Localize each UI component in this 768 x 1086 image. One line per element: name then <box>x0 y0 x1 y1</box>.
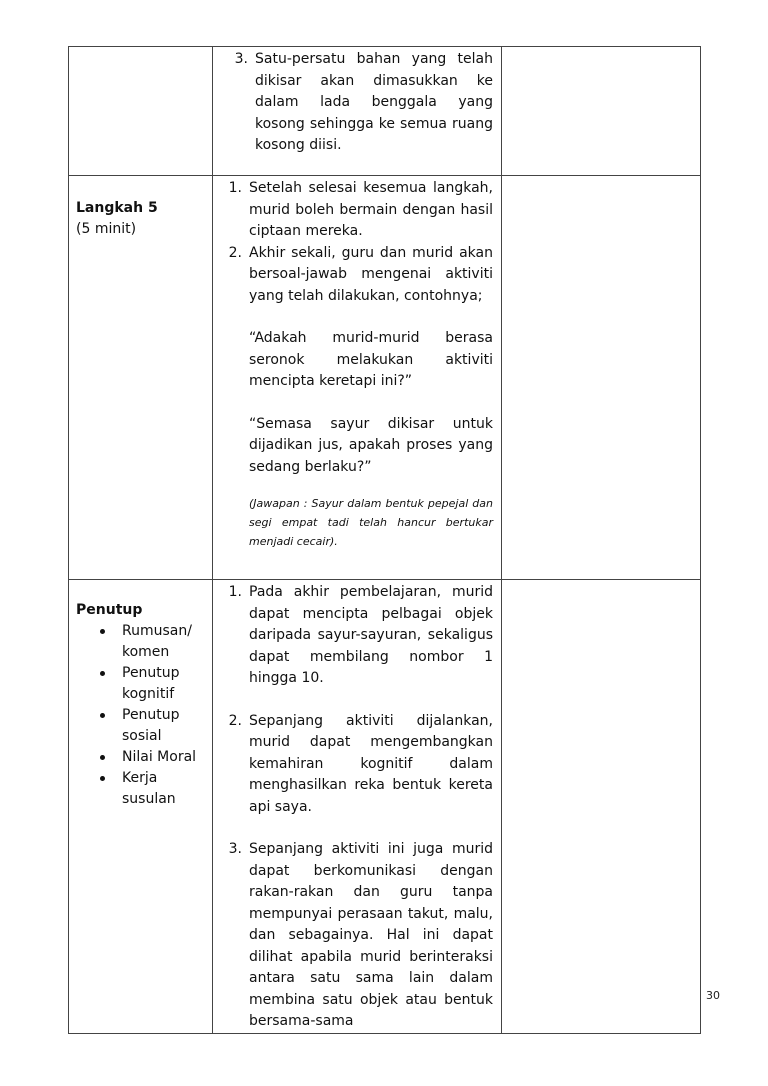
list-item: Penutup sosial <box>98 705 206 747</box>
item-text: Akhir sekali, guru dan murid akan bersoal-jawab mengenai aktiviti yang telah dilakukan, contohnya; <box>249 244 493 304</box>
item-number: 3. <box>234 51 248 67</box>
activity-cell <box>213 176 502 580</box>
stage-cell <box>69 580 213 1034</box>
activity-item <box>219 711 493 819</box>
page-number: 30 <box>706 989 720 1002</box>
item-text: Sepanjang aktiviti dijalankan, murid dapat mengembangkan kemahiran kognitif dalam menghasilkan reka bentuk kereta api saya. <box>249 712 493 815</box>
activity-item <box>219 243 493 308</box>
question-quote: “Adakah murid-murid berasa seronok melakukan aktiviti mencipta keretapi ini?” <box>249 330 493 389</box>
notes-cell <box>502 580 701 1034</box>
item-number: 3. <box>228 841 242 857</box>
activity-item <box>219 582 493 690</box>
item-text: Setelah selesai kesemua langkah, murid boleh bermain dengan hasil ciptaan mereka. <box>249 180 493 239</box>
question-quote: “Semasa sayur dikisar untuk dijadikan jus, apakah proses yang sedang berlaku?” <box>249 415 493 475</box>
stage-cell <box>69 47 213 176</box>
item-number: 2. <box>228 712 242 729</box>
notes-cell <box>502 176 701 580</box>
list-item: Nilai Moral <box>98 747 206 768</box>
lesson-plan-table <box>68 46 701 1034</box>
item-text: Satu-persatu bahan yang telah dikisar akan dimasukkan ke dalam lada benggala yang kosong sehingga ke semua ruang kosong diisi. <box>255 51 493 153</box>
table-row <box>69 47 701 176</box>
item-text: Pada akhir pembelajaran, murid dapat mencipta pelbagai objek daripada sayur-sayuran, sekaligus dapat membilang nombor 1 hingga 10. <box>249 584 493 686</box>
stage-title: Langkah 5 <box>76 200 158 216</box>
list-item: Penutup kognitif <box>98 663 206 705</box>
notes-cell <box>502 47 701 176</box>
activity-item <box>225 49 493 157</box>
activity-cell <box>213 47 502 176</box>
activity-cell <box>213 580 502 1034</box>
item-number: 2. <box>228 244 242 261</box>
activity-item <box>219 178 493 243</box>
stage-cell <box>69 176 213 580</box>
stage-title: Penutup <box>76 602 143 618</box>
activity-item <box>219 839 493 1033</box>
item-text: Sepanjang aktiviti ini juga murid dapat berkomunikasi dengan rakan-rakan dan guru tanpa mempunyai perasaan takut, malu, dan sebagainya. Hal ini dapat dilihat apabila murid berinteraksi antara satu sama lain dalam membina satu objek atau bentuk bersama-sama <box>249 841 493 1029</box>
closing-list <box>76 621 206 810</box>
item-number: 1. <box>228 180 242 196</box>
item-number: 1. <box>228 584 242 600</box>
list-item: Kerja susulan <box>98 768 206 810</box>
table-row <box>69 176 701 580</box>
list-item: Rumusan/ komen <box>98 621 206 663</box>
stage-duration: (5 minit) <box>76 221 137 237</box>
answer-note: (Jawapan : Sayur dalam bentuk pepejal dan segi empat tadi telah hancur bertukar menjadi cecair). <box>249 497 493 548</box>
table-row <box>69 580 701 1034</box>
